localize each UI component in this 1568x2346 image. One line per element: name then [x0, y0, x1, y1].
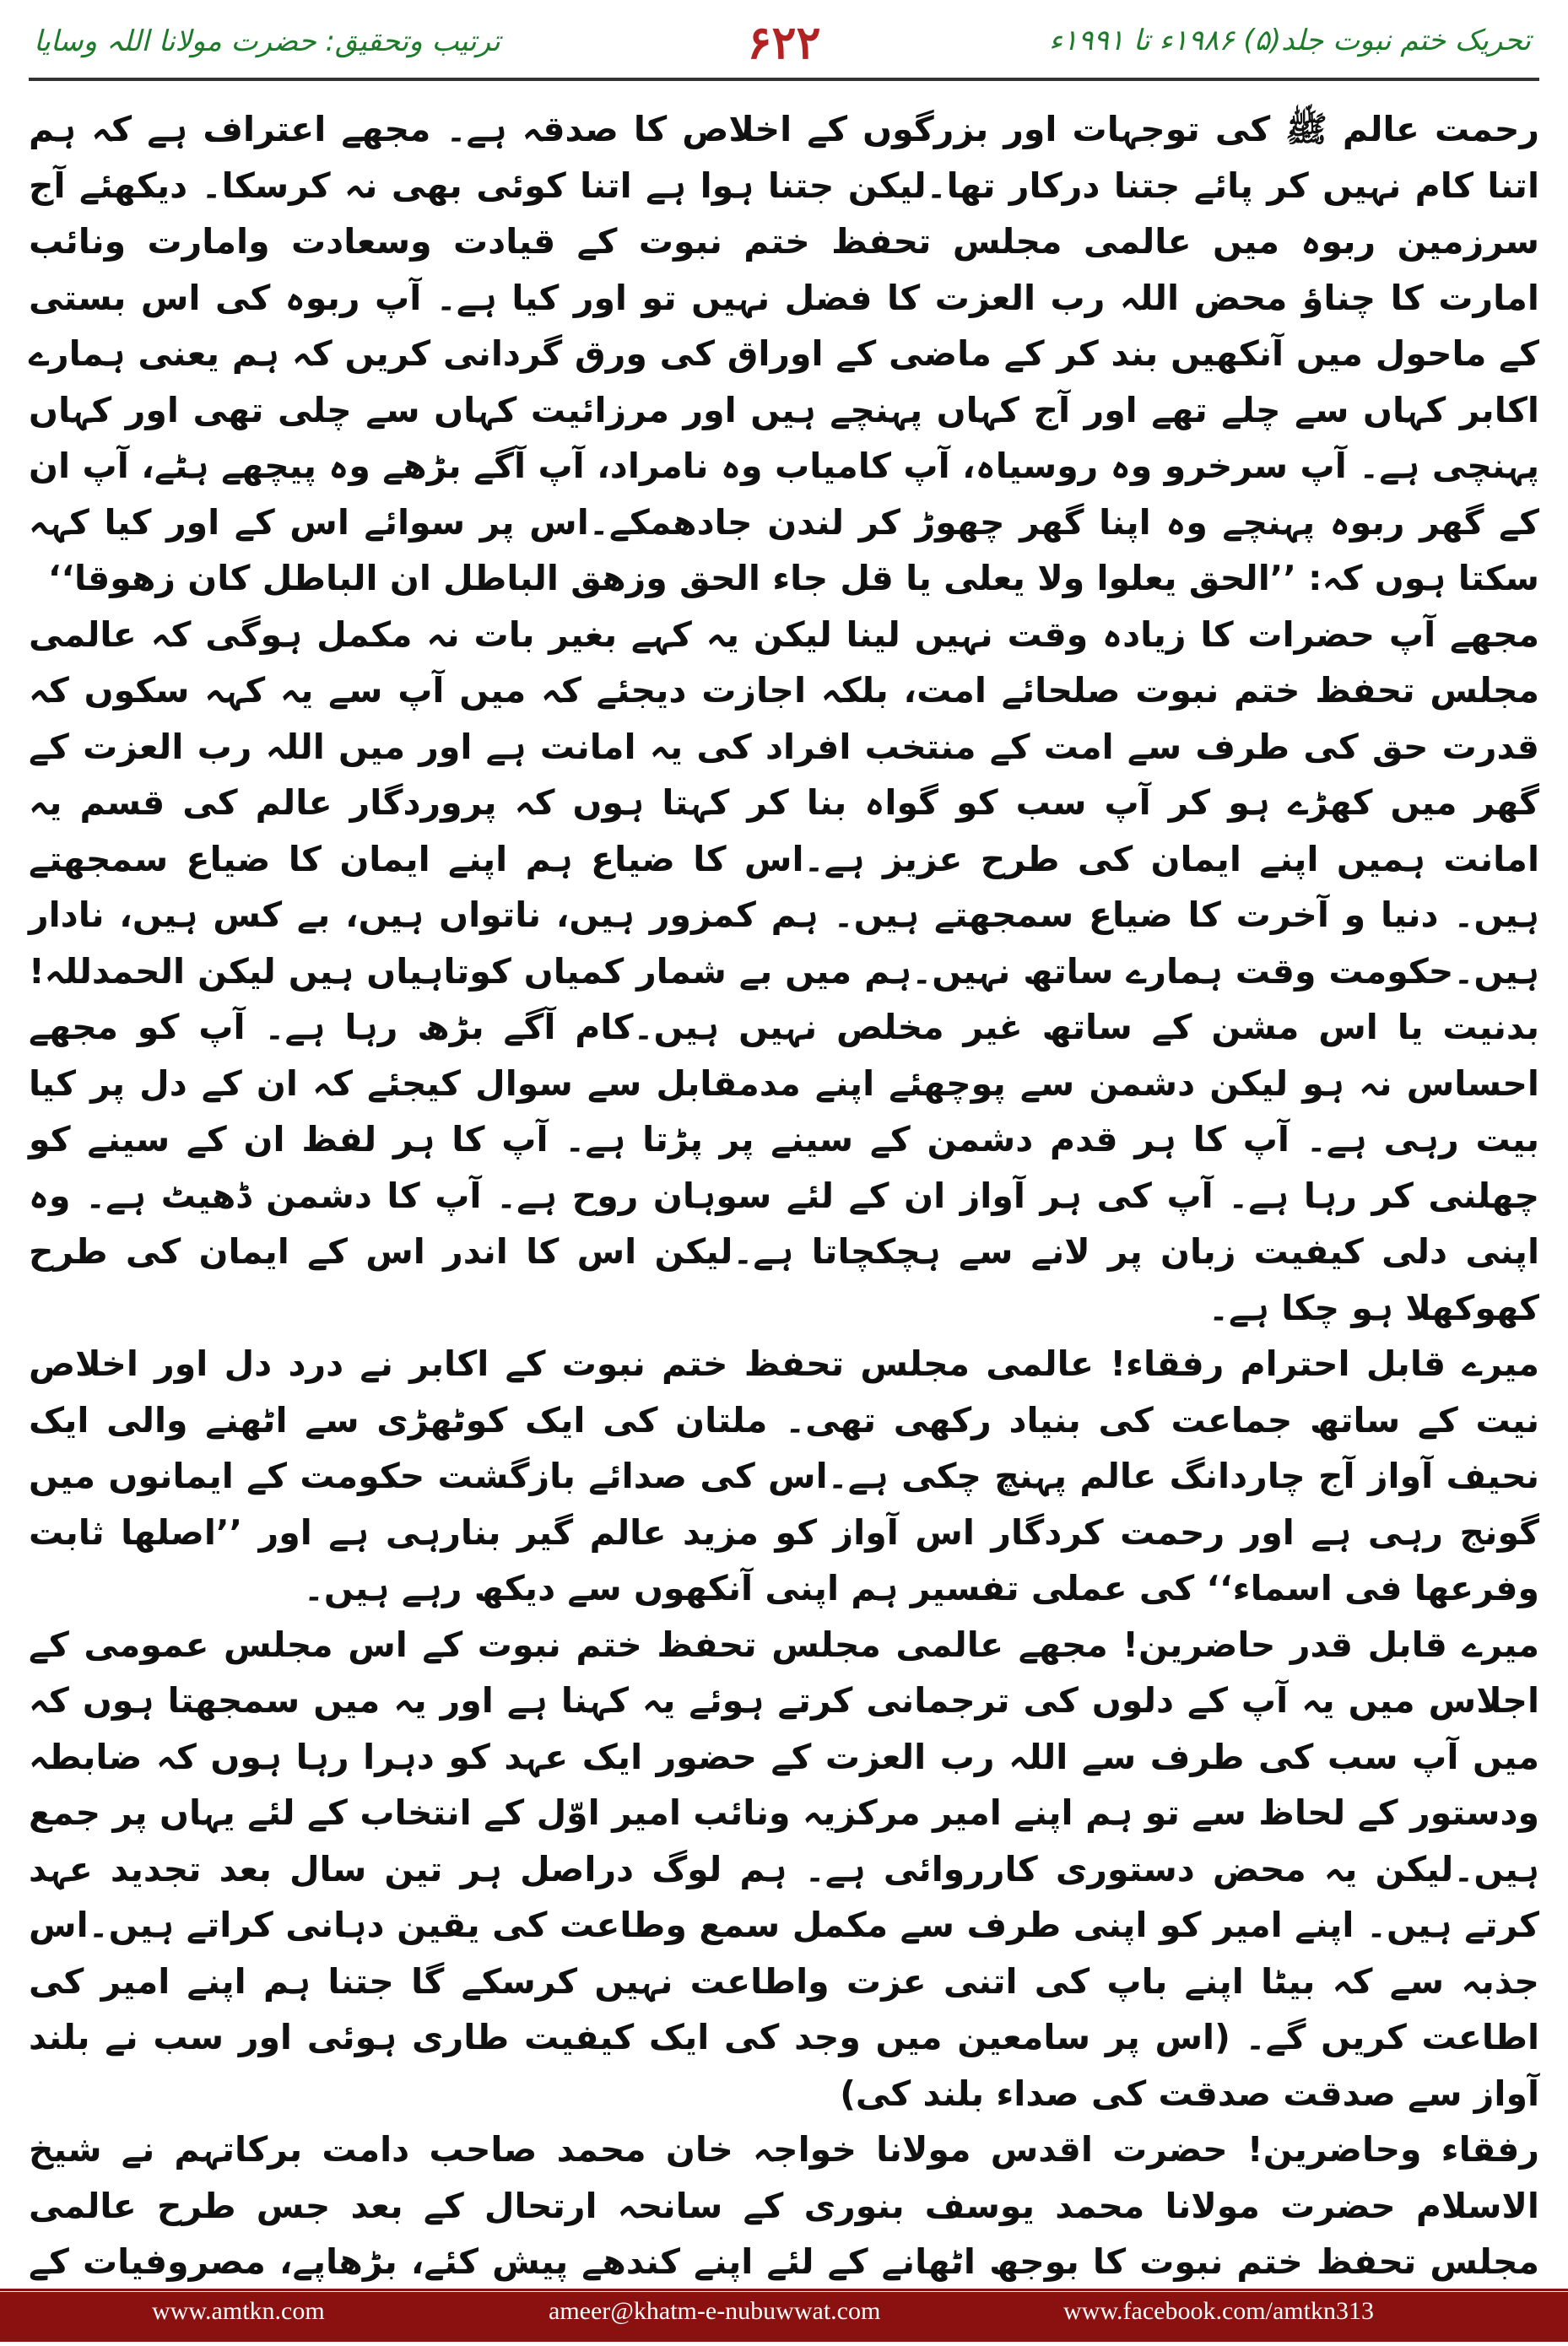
book-title: تحریک ختم نبوت جلد(۵) ۱۹۸۶ء تا ۱۹۹۱ء — [1049, 24, 1531, 57]
page-body — [29, 101, 1540, 2282]
paragraph-4: میرے قابل قدر حاضرین! مجھے عالمی مجلس تحفظ ختم نبوت کے اس مجلس عمومی کے اجلاس میں یہ آپ کے دلوں کی ترجمانی کرتے ہوئے یہ کہنا ہے اور یہ میں سمجھتا ہوں کہ میں آپ سب کی طرف سے اللہ رب العزت کے حضور ایک عہد کو دہرا رہا ہوں کہ ضابطہ ودستور کے لحاظ سے تو ہم اپنے امیر مرکزیہ ونائب امیر اوّل کے انتخاب کے لئے یہاں پر جمع ہیں۔لیکن یہ محض دستوری کارروائی ہے۔ ہم لوگ دراصل ہر تین سال بعد تجدید عہد کرتے ہیں۔ اپنے امیر کو اپنی طرف سے مکمل سمع وطاعت کی یقین دہانی کراتے ہیں۔اس جذبہ سے کہ بیٹا اپنے باپ کی اتنی عزت واطاعت نہیں کرسکے گا جتنا ہم اپنے امیر کی اطاعت کریں گے۔ (اس پر سامعین میں وجد کی ایک کیفیت طاری ہوئی اور سب نے بلند آواز سے صدقت صدقت کی صداء بلند کی) — [29, 1624, 1539, 2114]
compiler-credit: ترتیب وتحقیق: حضرت مولانا اللہ وسایا — [34, 24, 500, 58]
paragraph-5: رفقاء وحاضرین! حضرت اقدس مولانا خواجہ خان محمد صاحب دامت برکاتہم نے شیخ الاسلام حضرت مولانا محمد یوسف بنوری کے سانحہ ارتحال کے بعد جس طرح عالمی مجلس تحفظ ختم نبوت کا بوجھ اٹھانے کے لئے اپنے کندھے پیش کئے، بڑھاپے، مصروفیات کے — [29, 2129, 1539, 2282]
paragraph-2: مجھے آپ حضرات کا زیادہ وقت نہیں لینا لیکن یہ کہے بغیر بات نہ مکمل ہوگی کہ عالمی مجلس تحفظ ختم نبوت صلحائے امت، بلکہ اجازت دیجئے کہ میں آپ سے یہ کہہ سکوں کہ قدرت حق کی طرف سے امت کے منتخب افراد کی یہ امانت ہے اور میں اللہ رب العزت کے گھر میں کھڑے ہو کر آپ سب کو گواہ بنا کر کہتا ہوں کہ پروردگار عالم کی قسم یہ امانت ہمیں اپنے ایمان کی طرح عزیز ہے۔اس کا ضیاع ہم اپنے ایمان کا ضیاع سمجھتے ہیں۔ دنیا و آخرت کا ضیاع سمجھتے ہیں۔ ہم کمزور ہیں، ناتواں ہیں، بے کس ہیں، نادار ہیں۔حکومت وقت ہمارے ساتھ نہیں۔ہم میں بے شمار کمیاں کوتاہیاں ہیں لیکن الحمدللہ! بدنیت یا اس مشن کے ساتھ غیر مخلص نہیں ہیں۔کام آگے بڑھ رہا ہے۔ آپ کو مجھے احساس نہ ہو لیکن دشمن سے پوچھئے اپنے مدمقابل سے سوال کیجئے کہ ان کے دل پر کیا بیت رہی ہے۔ آپ کا ہر قدم دشمن کے سینے پر پڑتا ہے۔ آپ کا ہر لفظ ان کے سینے کو چھلنی کر رہا ہے۔ آپ کی ہر آواز ان کے لئے سوہان روح ہے۔ آپ کا دشمن ڈھیٹ ہے۔ وہ اپنی دلی کیفیت زبان پر لانے سے ہچکچاتا ہے۔لیکن اس کا اندر اس کے ایمان کی طرح کھوکھلا ہو چکا ہے۔ — [29, 614, 1539, 1328]
page-footer — [0, 2292, 1568, 2342]
paragraph-1: رحمت عالم ﷺ کی توجہات اور بزرگوں کے اخلاص کا صدقہ ہے۔ مجھے اعتراف ہے کہ ہم اتنا کام نہیں کر پائے جتنا درکار تھا۔لیکن جتنا ہوا ہے اتنا کوئی بھی نہ کرسکا۔ دیکھئے آج سرزمین ربوہ میں عالمی مجلس تحفظ ختم نبوت کے قیادت وسعادت وامارت ونائب امارت کا چناؤ محض اللہ رب العزت کا فضل نہیں تو اور کیا ہے۔ آپ ربوہ کی اس بستی کے ماحول میں آنکھیں بند کر کے ماضی کے اوراق کی ورق گردانی کریں کہ ہم یعنی ہمارے اکابر کہاں سے چلے تھے اور آج کہاں پہنچے ہیں اور مرزائیت کہاں سے چلی تھی اور کہاں پہنچی ہے۔ آپ سرخرو وہ روسیاہ، آپ کامیاب وہ نامراد، آپ آگے بڑھے وہ پیچھے ہٹے، آپ ان کے گھر ربوہ پہنچے وہ اپنا گھر چھوڑ کر لندن جادھمکے۔اس پر سوائے اس کے اور کیا کہہ سکتا ہوں کہ: ’’الحق یعلوا ولا یعلی یا قل جاء الحق وزھق الباطل ان الباطل کان زھوقا‘‘ — [29, 109, 1540, 598]
paragraph-3: میرے قابل احترام رفقاء! عالمی مجلس تحفظ ختم نبوت کے اکابر نے درد دل اور اخلاص نیت کے ساتھ جماعت کی بنیاد رکھی تھی۔ ملتان کی ایک کوٹھڑی سے اٹھنے والی ایک نحیف آواز آج چاردانگ عالم پہنچ چکی ہے۔اس کی صدائے بازگشت حکومت کے ایمانوں میں گونج رہی ہے اور رحمت کردگار اس آواز کو مزید عالم گیر بنارہی ہے اور ’’اصلھا ثابت وفرعھا فی اسماء‘‘ کی عملی تفسیر ہم اپنی آنکھوں سے دیکھ رہے ہیں۔ — [29, 1343, 1539, 1608]
email-link[interactable]: ameer@khatm-e-nubuwwat.com — [549, 2297, 881, 2325]
facebook-link[interactable]: www.facebook.com/amtkn313 — [1063, 2297, 1374, 2325]
footer-divider — [0, 2289, 1568, 2291]
page-header — [0, 0, 1568, 76]
page-number: ۶۲۲ — [747, 15, 821, 69]
website-link[interactable]: www.amtkn.com — [152, 2297, 325, 2325]
header-divider — [29, 78, 1539, 81]
